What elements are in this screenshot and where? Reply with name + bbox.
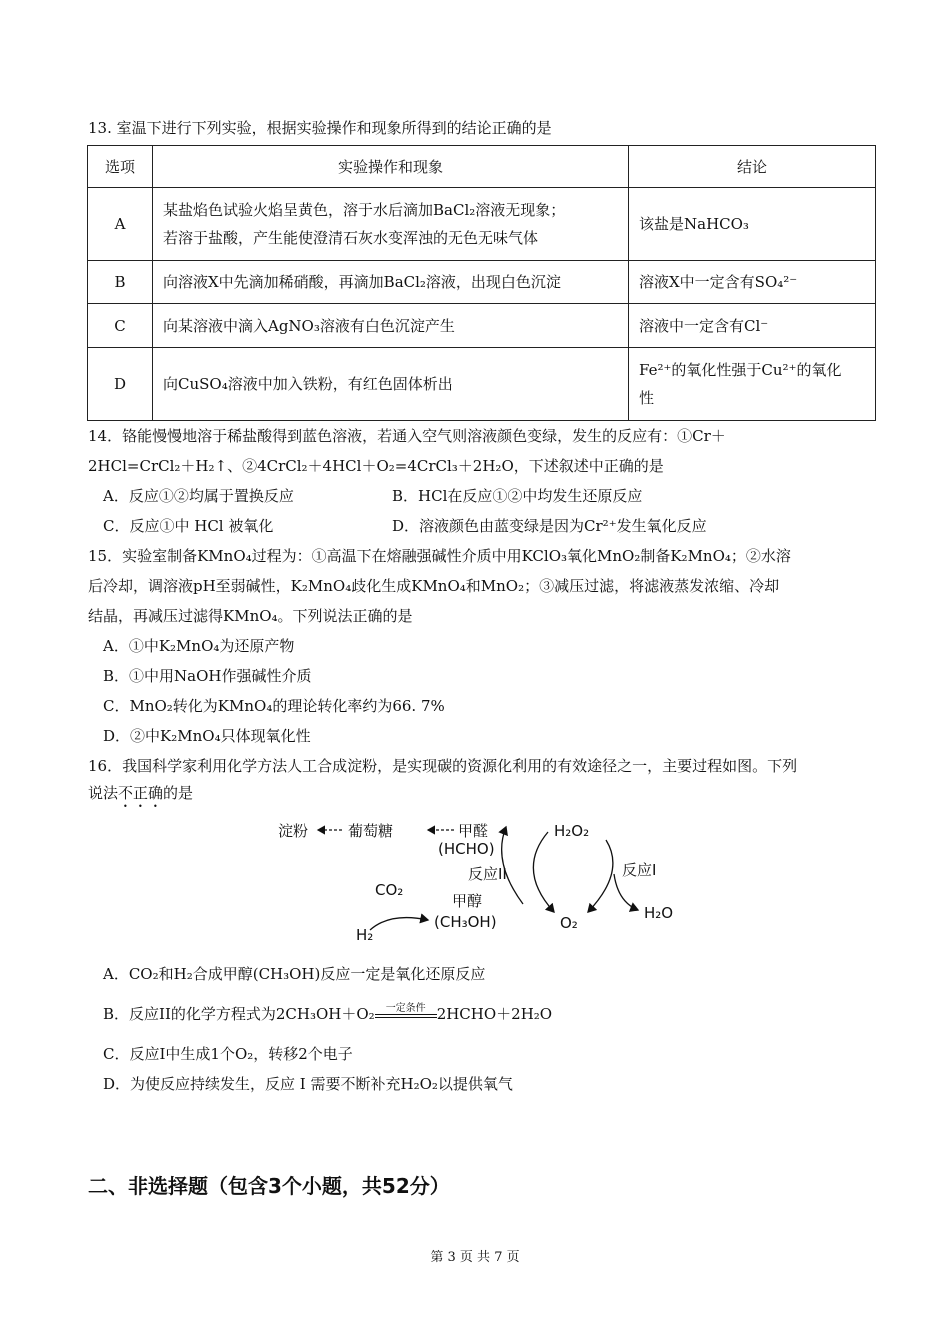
q16-option-d: D．为使反应持续发生，反应 I 需要不断补充H₂O₂以提供氧气 [103, 1075, 513, 1093]
operation-cell: 向溶液X中先滴加稀硝酸，再滴加BaCl₂溶液，出现白色沉淀 [153, 261, 629, 304]
conclusion-cell [629, 348, 876, 421]
page-footer: 第 3 页 共 7 页 [430, 1250, 520, 1265]
q14-line2: 2HCl=CrCl₂＋H₂↑、②4CrCl₂＋4HCl＋O₂=4CrCl₃＋2H₂O，下述叙述中正确的是 [88, 457, 664, 475]
operation-cell [153, 188, 629, 261]
h2-label: H₂ [356, 926, 374, 944]
operation-text: 某盐焰色试验火焰呈黄色，溶于水后滴加BaCl₂溶液无现象； [163, 201, 566, 219]
option-label: B [88, 261, 153, 304]
conclusion-cell: 该盐是NaHCO₃ [629, 188, 876, 261]
q16-line1: 16．我国科学家利用化学方法人工合成淀粉，是实现碳的资源化利用的有效途径之一，主要过程如图。下列 [88, 757, 798, 775]
table-row [88, 348, 876, 421]
q16-option-a: A．CO₂和H₂合成甲醇(CH₃OH)反应一定是氧化还原反应 [103, 965, 486, 983]
option-label: C [88, 304, 153, 348]
q13-stem: 13. 室温下进行下列实验，根据实验操作和现象所得到的结论正确的是 [88, 119, 552, 137]
option-label: D [88, 348, 153, 421]
operation-cell: 向CuSO₄溶液中加入铁粉，有红色固体析出 [153, 348, 629, 421]
methanol-formula: (CH₃OH) [434, 913, 497, 931]
reaction-ii-label: 反应II [468, 865, 507, 883]
q16-line2: 说法不正确的是 [88, 784, 194, 802]
q15-line3: 结晶，再减压过滤得KMnO₄。下列说法正确的是 [88, 607, 413, 625]
conclusion-cell: 溶液中一定含有Cl⁻ [629, 304, 876, 348]
q15-option-c: C．MnO₂转化为KMnO₄的理论转化率约为66. 7% [103, 697, 445, 715]
h2o-label: H₂O [644, 904, 674, 922]
q14-option-b: B．HCl在反应①②中均发生还原反应 [392, 487, 643, 505]
option-label: A [88, 188, 153, 261]
q15-option-a: A．①中K₂MnO₄为还原产物 [103, 637, 295, 655]
emphasis-text: 不正确 [118, 784, 164, 802]
q13-table [87, 145, 876, 421]
q14-option-a: A．反应①②均属于置换反应 [103, 487, 294, 505]
conclusion-cell: 溶液X中一定含有SO₄²⁻ [629, 261, 876, 304]
conclusion-text: 性 [639, 389, 655, 407]
q15-option-d: D．②中K₂MnO₄只体现氧化性 [103, 727, 311, 745]
formaldehyde-formula: (HCHO) [438, 840, 495, 858]
operation-text: 若溶于盐酸，产生能使澄清石灰水变浑浊的无色无味气体 [163, 229, 539, 247]
section-heading: 二、非选择题（包含3个小题，共52分） [88, 1174, 450, 1198]
q16-option-c: C．反应I中生成1个O₂，转移2个电子 [103, 1045, 353, 1063]
q15-option-b: B．①中用NaOH作强碱性介质 [103, 667, 312, 685]
operation-cell: 向某溶液中滴入AgNO₃溶液有白色沉淀产生 [153, 304, 629, 348]
reaction-ii-curve [533, 832, 554, 912]
equation-arrow: 一定条件 [375, 1005, 437, 1025]
header-option: 选项 [88, 146, 153, 188]
formaldehyde-label: 甲醛 [458, 822, 489, 840]
methanol-label: 甲醇 [452, 892, 483, 910]
table-row [88, 188, 876, 261]
conclusion-text: Fe²⁺的氧化性强于Cu²⁺的氧化 [639, 361, 842, 379]
table-row [88, 261, 876, 304]
reaction-i-arrow [588, 840, 613, 912]
q14-option-d: D．溶液颜色由蓝变绿是因为Cr²⁺发生氧化反应 [392, 517, 707, 535]
co2-label: CO₂ [375, 881, 404, 899]
water-arrow [614, 874, 638, 910]
q15-line2: 后冷却，调溶液pH至弱碱性，K₂MnO₄歧化生成KMnO₄和MnO₂；③减压过滤，将滤液蒸发浓缩、冷却 [88, 577, 780, 595]
header-conclusion: 结论 [629, 146, 876, 188]
starch-label: 淀粉 [278, 822, 309, 840]
q14-option-c: C．反应①中 HCl 被氧化 [103, 517, 274, 535]
o2-label: O₂ [560, 914, 578, 932]
glucose-label: 葡萄糖 [348, 822, 394, 840]
reaction-i-label: 反应I [622, 861, 657, 879]
q16-option-b: B．反应II的化学方程式为2CH₃OH＋O₂ 一定条件 2HCHO＋2H₂O [103, 1003, 553, 1023]
synthesis-arrow [370, 918, 428, 930]
q15-line1: 15．实验室制备KMnO₄过程为：①高温下在熔融强碱性介质中用KClO₃氧化MnO₂制备K₂MnO₄；②水溶 [88, 547, 791, 565]
starch-synthesis-diagram [270, 812, 690, 954]
h2o2-label: H₂O₂ [554, 822, 590, 840]
header-operation: 实验操作和现象 [153, 146, 629, 188]
q14-line1: 14．铬能慢慢地溶于稀盐酸得到蓝色溶液，若通入空气则溶液颜色变绿，发生的反应有：①Cr＋ [88, 427, 726, 445]
table-row [88, 304, 876, 348]
